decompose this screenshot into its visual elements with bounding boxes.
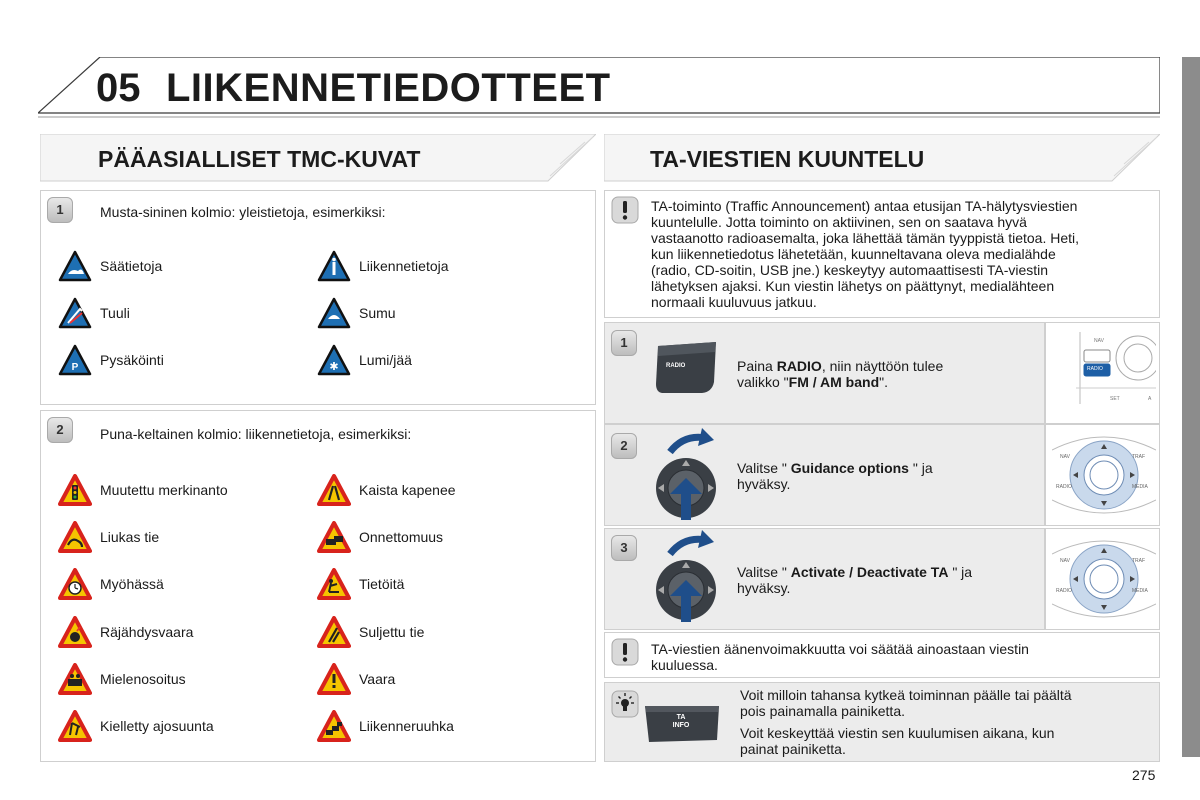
step-2-pre: Valitse " [737,460,791,476]
right-section-heading [604,134,1144,184]
step-2-line-2: hyväksy. [737,476,791,492]
info-triangle-icon [58,297,92,334]
step-1-mid: , niin näyttöön tulee [821,358,944,374]
chapter-side-tab [1182,57,1200,757]
dial-2-media-label: MEDIA [1132,484,1148,490]
warning-triangle-icon [58,568,92,605]
dial-3-traf-label: TRAF [1132,558,1146,564]
dial-2-radio-label: RADIO [1056,484,1072,490]
console-nav-label: NAV [1094,338,1104,344]
exclamation-icon [611,196,639,224]
traffic-sign-label: Onnettomuus [359,529,444,546]
step-1-line2-bold: FM / AM band [788,374,880,390]
traffic-sign-label: Mielenosoitus [100,670,186,687]
step-1-pre: Paina [737,358,777,374]
warning-triangle-icon [317,521,351,558]
warning-1-text [651,198,1151,310]
step-1-text [737,358,943,390]
traffic-sign-label: Muutettu merkinanto [100,482,228,498]
step-2-badge: 2 [611,433,637,459]
group-2-badge: 2 [47,417,73,443]
step-3-line-1 [737,564,972,580]
console-a-label: A [1148,396,1152,402]
step-2-bold: Guidance options [790,460,909,476]
warning-triangle-icon [317,710,351,747]
warning-1-line: TA-toiminto (Traffic Announcement) antaa etusijan TA-hälytysviestien [651,198,1078,214]
warning-1-line: (radio, CD-soitin, USB jne.) keskeytyy automaattisesti TA-viestin [651,262,1049,278]
dial-2-nav-label: NAV [1060,454,1070,460]
traffic-sign-label: Vaara [359,670,396,687]
right-heading-text: TA-VIESTIEN KUUNTELU [650,146,925,172]
page-number: 275 [1132,767,1156,783]
step-2-text [737,460,933,492]
traffic-sign-label: Myöhässä [100,576,164,593]
tip-line: pois painamalla painiketta. [740,703,905,719]
traffic-sign-label: Räjähdysvaara [100,623,194,640]
step-3-bold: Activate / Deactivate TA [790,564,949,580]
general-sign-label: Säätietoja [100,258,163,274]
step-3-text [737,564,972,596]
left-section-heading [40,134,580,184]
dial-console-illustration [1052,534,1156,624]
general-sign-label: Sumu [359,305,396,321]
rotary-dial-icon [648,530,728,628]
step-3-mid: " ja [948,564,973,580]
group-2-intro: Puna-keltainen kolmio: liikennetietoja, esimerkiksi: [100,426,412,442]
tip-line: painat painiketta. [740,741,846,757]
warning-triangle-icon [317,616,351,653]
chapter-title: LIIKENNETIEDOTTEET [166,66,611,110]
group-1-intro: Musta-sininen kolmio: yleistietoja, esimerkiksi: [100,204,386,220]
tip-line: Voit milloin tahansa kytkeä toiminnan päälle tai päältä [740,687,1072,703]
step-3-line-2: hyväksy. [737,580,791,596]
traffic-sign-label: Liikenneruuhka [359,718,454,734]
left-heading-text: PÄÄASIALLISET TMC-KUVAT [98,146,421,172]
step-3-badge: 3 [611,535,637,561]
warning-triangle-icon [317,568,351,605]
step-1-badge: 1 [611,330,637,356]
dial-3-radio-label: RADIO [1056,588,1072,594]
radio-button-label: RADIO [666,363,686,369]
warning-2-line: TA-viestien äänenvoimakkuutta voi säätää ainoastaan viestin [651,641,1029,657]
general-sign-label: Tuuli [100,305,130,321]
step-2-mid: " ja [908,460,933,476]
warning-triangle-icon [58,663,92,700]
lightbulb-icon [611,690,639,718]
tip-line: Voit keskeyttää viestin sen kuulumisen aikana, kun [740,725,1055,741]
step-3-pre: Valitse " [737,564,791,580]
info-triangle-icon [317,297,351,334]
warning-triangle-icon [317,474,351,511]
dial-console-illustration [1052,430,1156,520]
rotary-dial-icon [648,428,728,526]
warning-1-line: normaali kuuluvuus jatkuu. [651,294,817,310]
traffic-sign-label: Kielletty ajosuunta [100,718,214,734]
step-1-bold: RADIO [776,358,822,374]
warning-2-text [651,641,1029,673]
general-sign-label: Lumi/jää [359,352,412,368]
svg-text:✱: ✱ [329,360,339,373]
info-triangle-icon [58,344,92,381]
dial-3-media-label: MEDIA [1132,588,1148,594]
console-set-label: SET [1110,396,1120,402]
ta-info-line-2: INFO [672,722,690,729]
radio-console-illustration [1072,328,1156,418]
info-triangle-icon [317,250,351,287]
chapter-number: 05 [96,66,141,110]
exclamation-icon [611,638,639,666]
tip-text-2 [740,725,1054,757]
console-radio-label: RADIO [1087,366,1103,372]
step-1-line-1 [737,358,943,374]
warning-2-line: kuuluessa. [651,657,718,673]
warning-1-line: kun liikennetiedotus lähetetään, kuunneltavana oleva medialähde [651,246,1056,262]
ta-info-line-1: TA [676,714,686,721]
step-1-line-2 [737,374,943,390]
warning-triangle-icon [58,616,92,653]
warning-1-line: lähetyksen ajaksi. Kun viestin lähetys on päättynyt, medialähteen [651,278,1055,294]
info-triangle-icon [58,250,92,287]
group-1-badge: 1 [47,197,73,223]
radio-button-icon [654,342,720,394]
step-2-line-1 [737,460,933,476]
svg-text:P: P [71,362,79,373]
traffic-sign-label: Tietöitä [359,576,405,593]
warning-1-line: vastaanotto radioasemalta, joka lähettää tämän tyyppistä tietoa. Heti, [651,230,1080,246]
dial-3-nav-label: NAV [1060,558,1070,564]
step-1-line2-pre: valikko " [737,374,789,390]
warning-triangle-icon [58,474,92,511]
traffic-sign-label: Liukas tie [100,529,160,546]
tip-text-1 [740,687,1072,719]
dial-2-traf-label: TRAF [1132,454,1146,460]
warning-triangle-icon [58,710,92,747]
general-sign-label: Liikennetietoja [359,258,449,274]
warning-triangle-icon [58,521,92,558]
traffic-sign-label: Suljettu tie [359,623,425,640]
info-triangle-icon [317,344,351,381]
general-sign-label: Pysäköinti [100,352,164,368]
ta-info-button-label [671,714,691,730]
step-1-line2-post: ". [879,374,888,390]
traffic-sign-label: Kaista kapenee [359,482,456,498]
warning-triangle-icon [317,663,351,700]
warning-1-line: kuuntelulle. Jotta toiminto on aktiivinen, sen on saatava hyvä [651,214,1027,230]
